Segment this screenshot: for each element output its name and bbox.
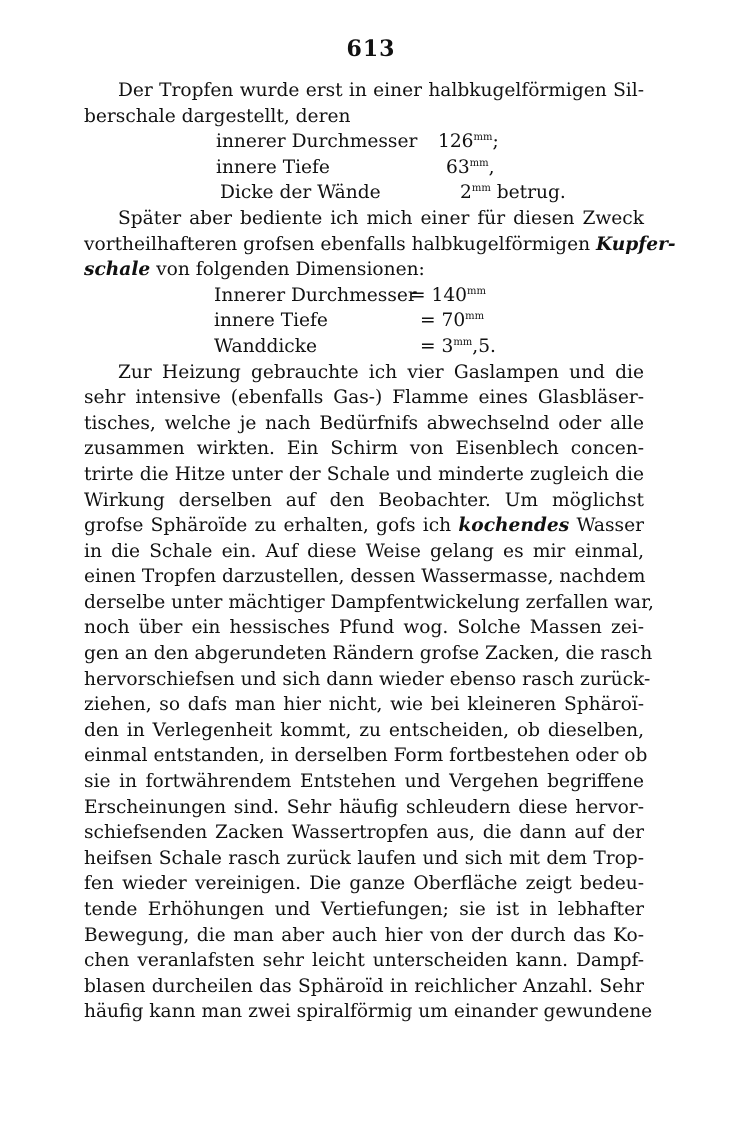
dimension-row <box>84 129 644 155</box>
dimension-value <box>438 129 499 155</box>
text-span: Wasser <box>576 515 644 537</box>
dimension-label: Dicke der Wände <box>220 182 381 204</box>
text-line <box>84 257 644 283</box>
text-line: zusammen wirkten. Ein Schirm von Eisenblech concen- <box>84 438 644 460</box>
page-number: 613 <box>346 36 396 62</box>
dimension-row <box>84 334 644 360</box>
value-number: 63 <box>446 156 470 178</box>
text-line: schiefsenden Zacken Wassertropfen aus, die dann auf der <box>84 822 644 844</box>
value-number: = 70 <box>420 310 466 332</box>
text-line: einen Tropfen darzustellen, dessen Wassermasse, nachdem <box>84 566 646 588</box>
text-line: ziehen, so dafs man hier nicht, wie bei kleineren Sphäroï- <box>84 694 644 716</box>
emphasized-word: Kupfer- <box>595 233 676 255</box>
text-line: sie in fortwährendem Entstehen und Vergehen begriffene <box>84 771 644 793</box>
dimension-value <box>410 308 484 334</box>
text-line: häufig kann man zwei spiralförmig um einander gewundene <box>84 1001 653 1023</box>
value-unit: mm <box>471 183 491 195</box>
dimensions-table-copper <box>84 283 644 360</box>
text-line <box>84 513 644 539</box>
dimension-row <box>84 155 644 181</box>
text-line: Später aber bediente ich mich einer für diesen Zweck <box>118 207 644 229</box>
value-number: 126 <box>438 131 474 153</box>
text-line: heifsen Schale rasch zurück laufen und sich mit dem Trop- <box>84 847 644 869</box>
text-line: in die Schale ein. Auf diese Weise gelang es mir einmal, <box>84 540 644 562</box>
value-suffix: ; <box>492 131 499 153</box>
dimension-value <box>438 180 566 206</box>
text-line: einmal entstanden, in derselben Form fortbestehen oder ob <box>84 745 648 767</box>
value-suffix: , <box>488 156 495 178</box>
dimension-label: innerer Durchmesser <box>216 131 418 153</box>
text-span: grofse Sphäroïde zu erhalten, gofs ich <box>84 515 452 537</box>
text-span: von folgenden Dimensionen: <box>150 259 425 281</box>
text-line: gen an den abgerundeten Rändern grofse Zacken, die rasch <box>84 643 653 665</box>
dimension-value <box>410 283 486 309</box>
paragraph-heating <box>84 360 654 1025</box>
value-unit: mm <box>466 285 486 297</box>
dimension-label: innere Tiefe <box>216 156 330 178</box>
text-line: derselbe unter mächtiger Dampfentwickelung zerfallen war, <box>84 591 654 613</box>
text-line: chen veranlafsten sehr leicht unterscheiden kann. Dampf- <box>84 950 644 972</box>
dimension-row <box>84 308 644 334</box>
dimension-label: innere Tiefe <box>214 310 328 332</box>
text-line: trirte die Hitze unter der Schale und minderte zugleich die <box>84 463 644 485</box>
dimension-label: Innerer Durchmesser <box>214 284 417 306</box>
text-line: Zur Heizung gebrauchte ich vier Gaslampen und die <box>118 361 644 383</box>
value-number: = 140 <box>410 284 467 306</box>
value-suffix: betrug. <box>490 182 566 204</box>
text-line: fen wieder vereinigen. Die ganze Oberfläche zeigt bedeu- <box>84 873 644 895</box>
text-line: hervorschiefsen und sich dann wieder ebenso rasch zurück- <box>84 668 651 690</box>
text-line: noch über ein hessisches Pfund wog. Solche Massen zei- <box>84 617 644 639</box>
value-unit: mm <box>465 311 485 323</box>
dimension-row <box>84 283 644 309</box>
text-line: berschale dargestellt, deren <box>84 105 351 127</box>
emphasized-word: kochendes <box>458 515 570 537</box>
value-number: 2 <box>460 182 472 204</box>
value-unit: mm <box>453 336 473 348</box>
value-unit: mm <box>469 157 489 169</box>
dimension-value <box>438 155 495 181</box>
dimensions-table-silver <box>84 129 644 206</box>
value-unit: mm <box>473 132 493 143</box>
value-suffix: ,5. <box>472 335 496 357</box>
value-number: = 3 <box>420 335 454 357</box>
text-line: blasen durcheilen das Sphäroïd in reichlicher Anzahl. Sehr <box>84 975 644 997</box>
text-span: vortheilhafteren grofsen ebenfalls halbkugelförmigen <box>84 233 591 255</box>
paragraph-intro <box>84 78 644 129</box>
text-line: tisches, welche je nach Bedürfnifs abwechselnd oder alle <box>84 412 644 434</box>
text-line: Der Tropfen wurde erst in einer halbkugelförmigen Sil- <box>118 80 644 101</box>
dimension-row <box>84 180 644 206</box>
paragraph-copper-bowl <box>84 206 676 283</box>
dimension-label: Wanddicke <box>214 335 317 357</box>
body-text <box>84 78 676 1025</box>
emphasized-word: schale <box>84 259 151 281</box>
text-line: Erscheinungen sind. Sehr häufig schleudern diese hervor- <box>84 796 644 818</box>
text-line: den in Verlegenheit kommt, zu entscheiden, ob dieselben, <box>84 719 644 741</box>
dimension-value <box>410 334 496 360</box>
text-line: sehr intensive (ebenfalls Gas-) Flamme eines Glasbläser- <box>84 387 644 409</box>
text-line <box>84 232 676 258</box>
text-line: Bewegung, die man aber auch hier von der durch das Ko- <box>84 924 644 946</box>
text-line: tende Erhöhungen und Vertiefungen; sie ist in lebhafter <box>84 899 644 920</box>
text-line: Wirkung derselben auf den Beobachter. Um möglichst <box>84 489 644 511</box>
